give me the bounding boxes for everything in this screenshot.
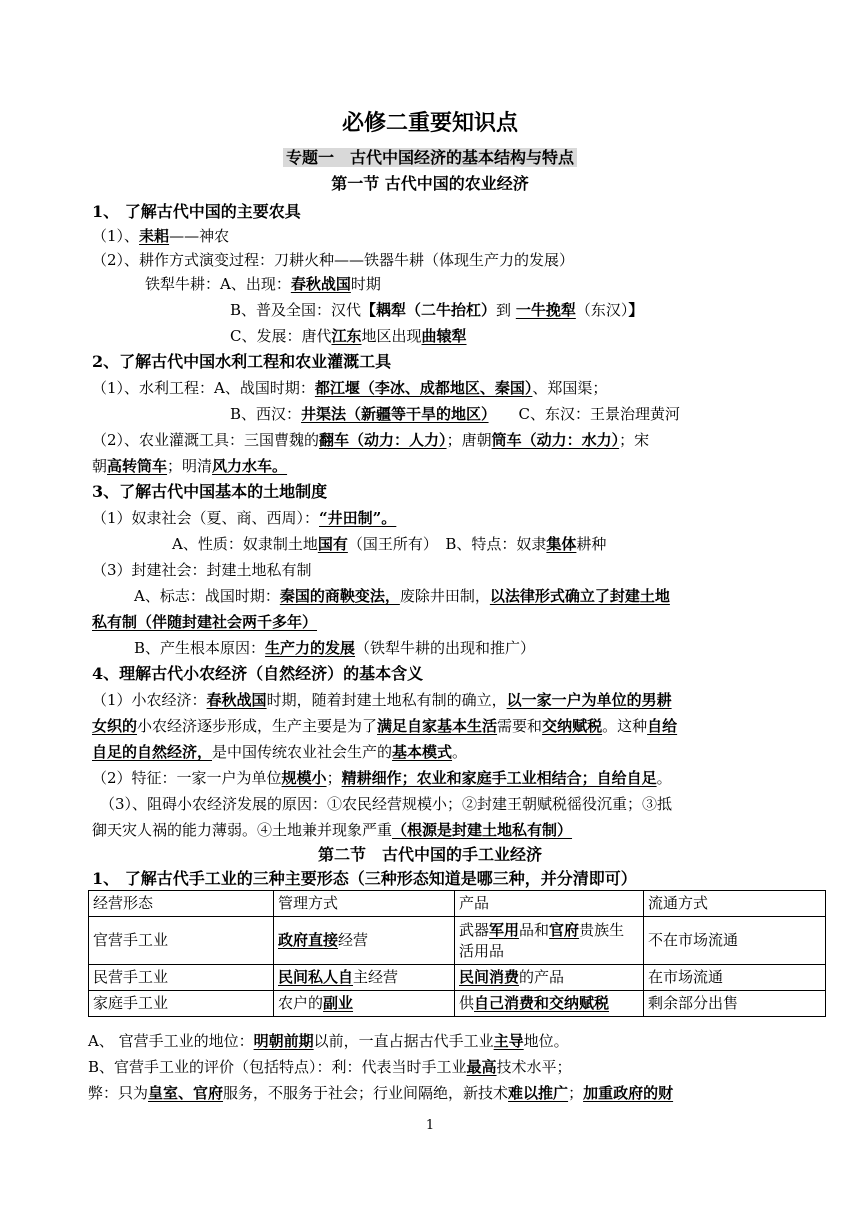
table-cell: [89, 917, 274, 965]
text-line: [92, 429, 649, 451]
text: （3）、阻碍小农经济发展的原因：①农民经营规模小；②封建王朝赋税徭役沉重；③抵: [100, 795, 673, 813]
text: 地区出现: [361, 327, 422, 345]
emphasis: 基本模式: [392, 743, 453, 761]
emphasis: “井田制”。: [319, 509, 397, 527]
text: ——神农: [169, 227, 230, 245]
emphasis: 耒耜: [139, 227, 170, 245]
emphasis: 最高: [466, 1058, 497, 1076]
text: 技术水平；: [496, 1058, 572, 1076]
section-heading-2: 第二节 古代中国的手工业经济: [317, 845, 542, 864]
table-cell: [455, 965, 644, 991]
emphasis: 井渠法（新疆等干旱的地区）: [301, 405, 489, 423]
section-heading-1: 第一节 古代中国的农业经济: [331, 174, 529, 193]
text: 耕种: [576, 535, 607, 553]
text: 朝: [92, 457, 108, 475]
text: B、普及全国：汉代: [230, 301, 362, 319]
text-line: [172, 533, 606, 555]
text: 不在市场流通: [648, 931, 739, 949]
text: 地位。: [523, 1032, 569, 1050]
text-line: [92, 689, 672, 711]
table-cell: [89, 991, 274, 1017]
text: （东汉）: [575, 301, 629, 319]
text: ；明清: [167, 457, 213, 475]
emphasis: 曲辕犁: [421, 327, 467, 345]
text: 的产品: [519, 968, 565, 986]
text-line: [88, 1056, 572, 1078]
emphasis: 自足的自然经济，: [92, 743, 213, 761]
text: 民营手工业: [93, 968, 169, 986]
text: 经营: [338, 931, 369, 949]
text-line: [230, 299, 643, 321]
emphasis: 规模小: [281, 769, 327, 787]
emphasis: 难以推广: [508, 1084, 569, 1102]
text: 服务，不服务于社会；行业间隔绝，新技术: [223, 1084, 509, 1102]
text-line: [92, 767, 672, 789]
text-line: [145, 273, 381, 295]
text: A、标志：战国时期：: [134, 587, 280, 605]
emphasis: 翻车（动力：人力）: [319, 431, 447, 449]
table-cell: [89, 965, 274, 991]
text: 供: [459, 994, 475, 1012]
emphasis: 春秋战国: [206, 691, 267, 709]
emphasis: 交纳赋税: [542, 717, 603, 735]
table-cell: [644, 965, 826, 991]
emphasis: 江东: [331, 327, 362, 345]
text-line: [92, 507, 396, 529]
topic-heading: 专题一 古代中国经济的基本结构与特点: [283, 148, 577, 167]
text: ；唐朝: [446, 431, 492, 449]
text: 到: [496, 301, 516, 319]
emphasis: 秦国的商鞅变法，: [279, 587, 400, 605]
text: 贵族生活用品: [459, 920, 625, 960]
page-number: 1: [425, 1118, 435, 1133]
text: 时期: [350, 275, 381, 293]
table-cell: [455, 991, 644, 1017]
emphasis: 自己消费和交纳赋税: [474, 994, 610, 1012]
table-cell: [274, 965, 455, 991]
text: 。这种: [602, 717, 648, 735]
heading-irrigation: [92, 351, 391, 373]
emphasis: 【耦犁（二牛抬杠）: [361, 301, 497, 319]
text-line: [230, 403, 680, 425]
emphasis: 民间私人自: [278, 968, 354, 986]
emphasis: 满足自家基本生活: [377, 717, 498, 735]
text-line: [92, 377, 607, 399]
text: （国王所有） B、特点：奴隶: [347, 535, 547, 553]
emphasis: 明朝前期: [253, 1032, 314, 1050]
emphasis: 高转筒车: [107, 457, 168, 475]
text: C、发展：唐代: [230, 327, 332, 345]
text-line: [230, 325, 467, 347]
text: 弊：只为: [88, 1084, 149, 1102]
text-line: [92, 611, 317, 633]
text-line: [92, 225, 229, 247]
emphasis: 都江堰（李冰、成都地区、秦国）: [314, 379, 533, 397]
text: （1）、: [92, 227, 140, 245]
text: 需要和: [497, 717, 543, 735]
text: （2）、农业灌溉工具：三国曹魏的: [92, 431, 320, 449]
emphasis: 筒车（动力：水力）: [491, 431, 620, 449]
text: 家庭手工业: [93, 994, 169, 1012]
table-header-row: [89, 891, 826, 917]
text: ；: [326, 769, 342, 787]
table-row: [89, 991, 826, 1017]
text: 铁犁牛耕：A、出现：: [145, 275, 291, 293]
text: 武器: [459, 920, 490, 939]
text: （1）、水利工程：A、战国时期：: [92, 379, 315, 397]
text: （3）封建社会：封建土地私有制: [92, 561, 312, 579]
table-row: [89, 965, 826, 991]
emphasis: 主导: [493, 1032, 524, 1050]
text: 。: [656, 769, 672, 787]
table-cell: [274, 991, 455, 1017]
emphasis: 自给: [647, 717, 678, 735]
text: B、产生根本原因：: [134, 639, 266, 657]
table-cell: [644, 991, 826, 1017]
text-line: [134, 637, 535, 659]
emphasis: 春秋战国: [290, 275, 351, 293]
text: 是中国传统农业社会生产的: [212, 743, 393, 761]
text: （2）特征：一家一户为单位: [92, 769, 282, 787]
emphasis: 皇室、官府: [148, 1084, 224, 1102]
handicraft-table: [88, 890, 826, 1017]
text: A、 官营手工业的地位：: [88, 1032, 254, 1050]
table-header-cell: 产品: [455, 891, 644, 917]
text-line: [134, 585, 670, 607]
text: B、西汉：: [230, 405, 302, 423]
heading-text: 3、了解古代中国基本的土地制度: [92, 482, 328, 501]
table-cell: [455, 917, 644, 965]
text-line: [92, 249, 574, 271]
text-line: [92, 715, 677, 737]
text: A、性质：奴隶制土地: [172, 535, 318, 553]
emphasis: 生产力的发展: [265, 639, 356, 657]
emphasis: 以一家一户为单位的男耕: [506, 691, 672, 709]
emphasis: 集体: [546, 535, 577, 553]
text-line: [88, 1030, 569, 1052]
emphasis: 女织的: [92, 717, 138, 735]
text: 剩余部分出售: [648, 994, 739, 1012]
table-row: [89, 917, 826, 965]
text: ；宋: [619, 431, 650, 449]
table-header-cell: 经营形态: [89, 891, 274, 917]
heading-tools: [92, 201, 301, 223]
text: 时期，随着封建土地私有制的确立，: [266, 691, 507, 709]
table-cell: [274, 917, 455, 965]
emphasis: 一牛挽犁: [515, 301, 576, 319]
heading-small-peasant: [92, 663, 423, 685]
text-line: [92, 559, 312, 581]
text-line: [88, 1082, 673, 1104]
emphasis: 风力水车。: [212, 457, 288, 475]
text: 、郑国渠；: [532, 379, 608, 397]
heading-land: [92, 481, 327, 503]
table-header-cell: 流通方式: [644, 891, 826, 917]
text: 农户的: [278, 994, 324, 1012]
text: 主经营: [353, 968, 399, 986]
text: 官营手工业: [93, 931, 169, 949]
heading-text: 1、 了解古代中国的主要农具: [92, 202, 301, 221]
text: 在市场流通: [648, 968, 724, 986]
text-line: [92, 741, 467, 763]
emphasis: 民间消费: [459, 968, 520, 986]
text: （1）奴隶社会（夏、商、西周）：: [92, 509, 320, 527]
emphasis: 私有制（伴随封建社会两千多年）: [92, 613, 318, 631]
emphasis: 国有: [317, 535, 348, 553]
emphasis: 】: [628, 301, 644, 319]
page-title: 必修二重要知识点: [341, 110, 518, 136]
table-cell: [644, 917, 826, 965]
text: B、官营手工业的评价（包括特点）：利：代表当时手工业: [88, 1058, 467, 1076]
emphasis: 军用: [489, 920, 520, 939]
text: 御天灾人祸的能力薄弱。④土地兼并现象严重: [92, 821, 393, 839]
heading-text: 2、了解古代中国水利工程和农业灌溉工具: [92, 352, 392, 371]
text-line: [100, 793, 672, 815]
emphasis: 官府: [549, 920, 580, 939]
emphasis: 副业: [323, 994, 354, 1012]
heading-text: 1、 了解古代手工业的三种主要形态（三种形态知道是哪三种，并分清即可）: [92, 869, 637, 888]
text-line: [92, 455, 287, 477]
text: 以前，一直占据古代手工业: [313, 1032, 494, 1050]
text-line: [92, 819, 572, 841]
text: 废除井田制，: [399, 587, 490, 605]
emphasis: 以法律形式确立了封建土地: [489, 587, 670, 605]
emphasis: 政府直接: [278, 931, 339, 949]
topic-heading-wrap: [0, 146, 860, 170]
table-header-cell: 管理方式: [274, 891, 455, 917]
text: ；: [568, 1084, 584, 1102]
text: （铁犁牛耕的出现和推广）: [355, 639, 536, 657]
heading-text: 4、理解古代小农经济（自然经济）的基本含义: [92, 664, 424, 683]
text: （1）小农经济：: [92, 691, 207, 709]
text: 。: [452, 743, 468, 761]
text: 小农经济逐步形成，生产主要是为了: [137, 717, 378, 735]
heading-handicraft: [92, 868, 637, 890]
text: （2）、耕作方式演变过程：刀耕火种——铁器牛耕（体现生产力的发展）: [92, 251, 575, 269]
emphasis: 精耕细作；农业和家庭手工业相结合；自给自足: [341, 769, 657, 787]
text: 品和: [519, 920, 550, 939]
emphasis: （根源是封建土地私有制）: [392, 821, 573, 839]
text: C、东汉：王景治理黄河: [488, 405, 681, 423]
emphasis: 加重政府的财: [583, 1084, 674, 1102]
